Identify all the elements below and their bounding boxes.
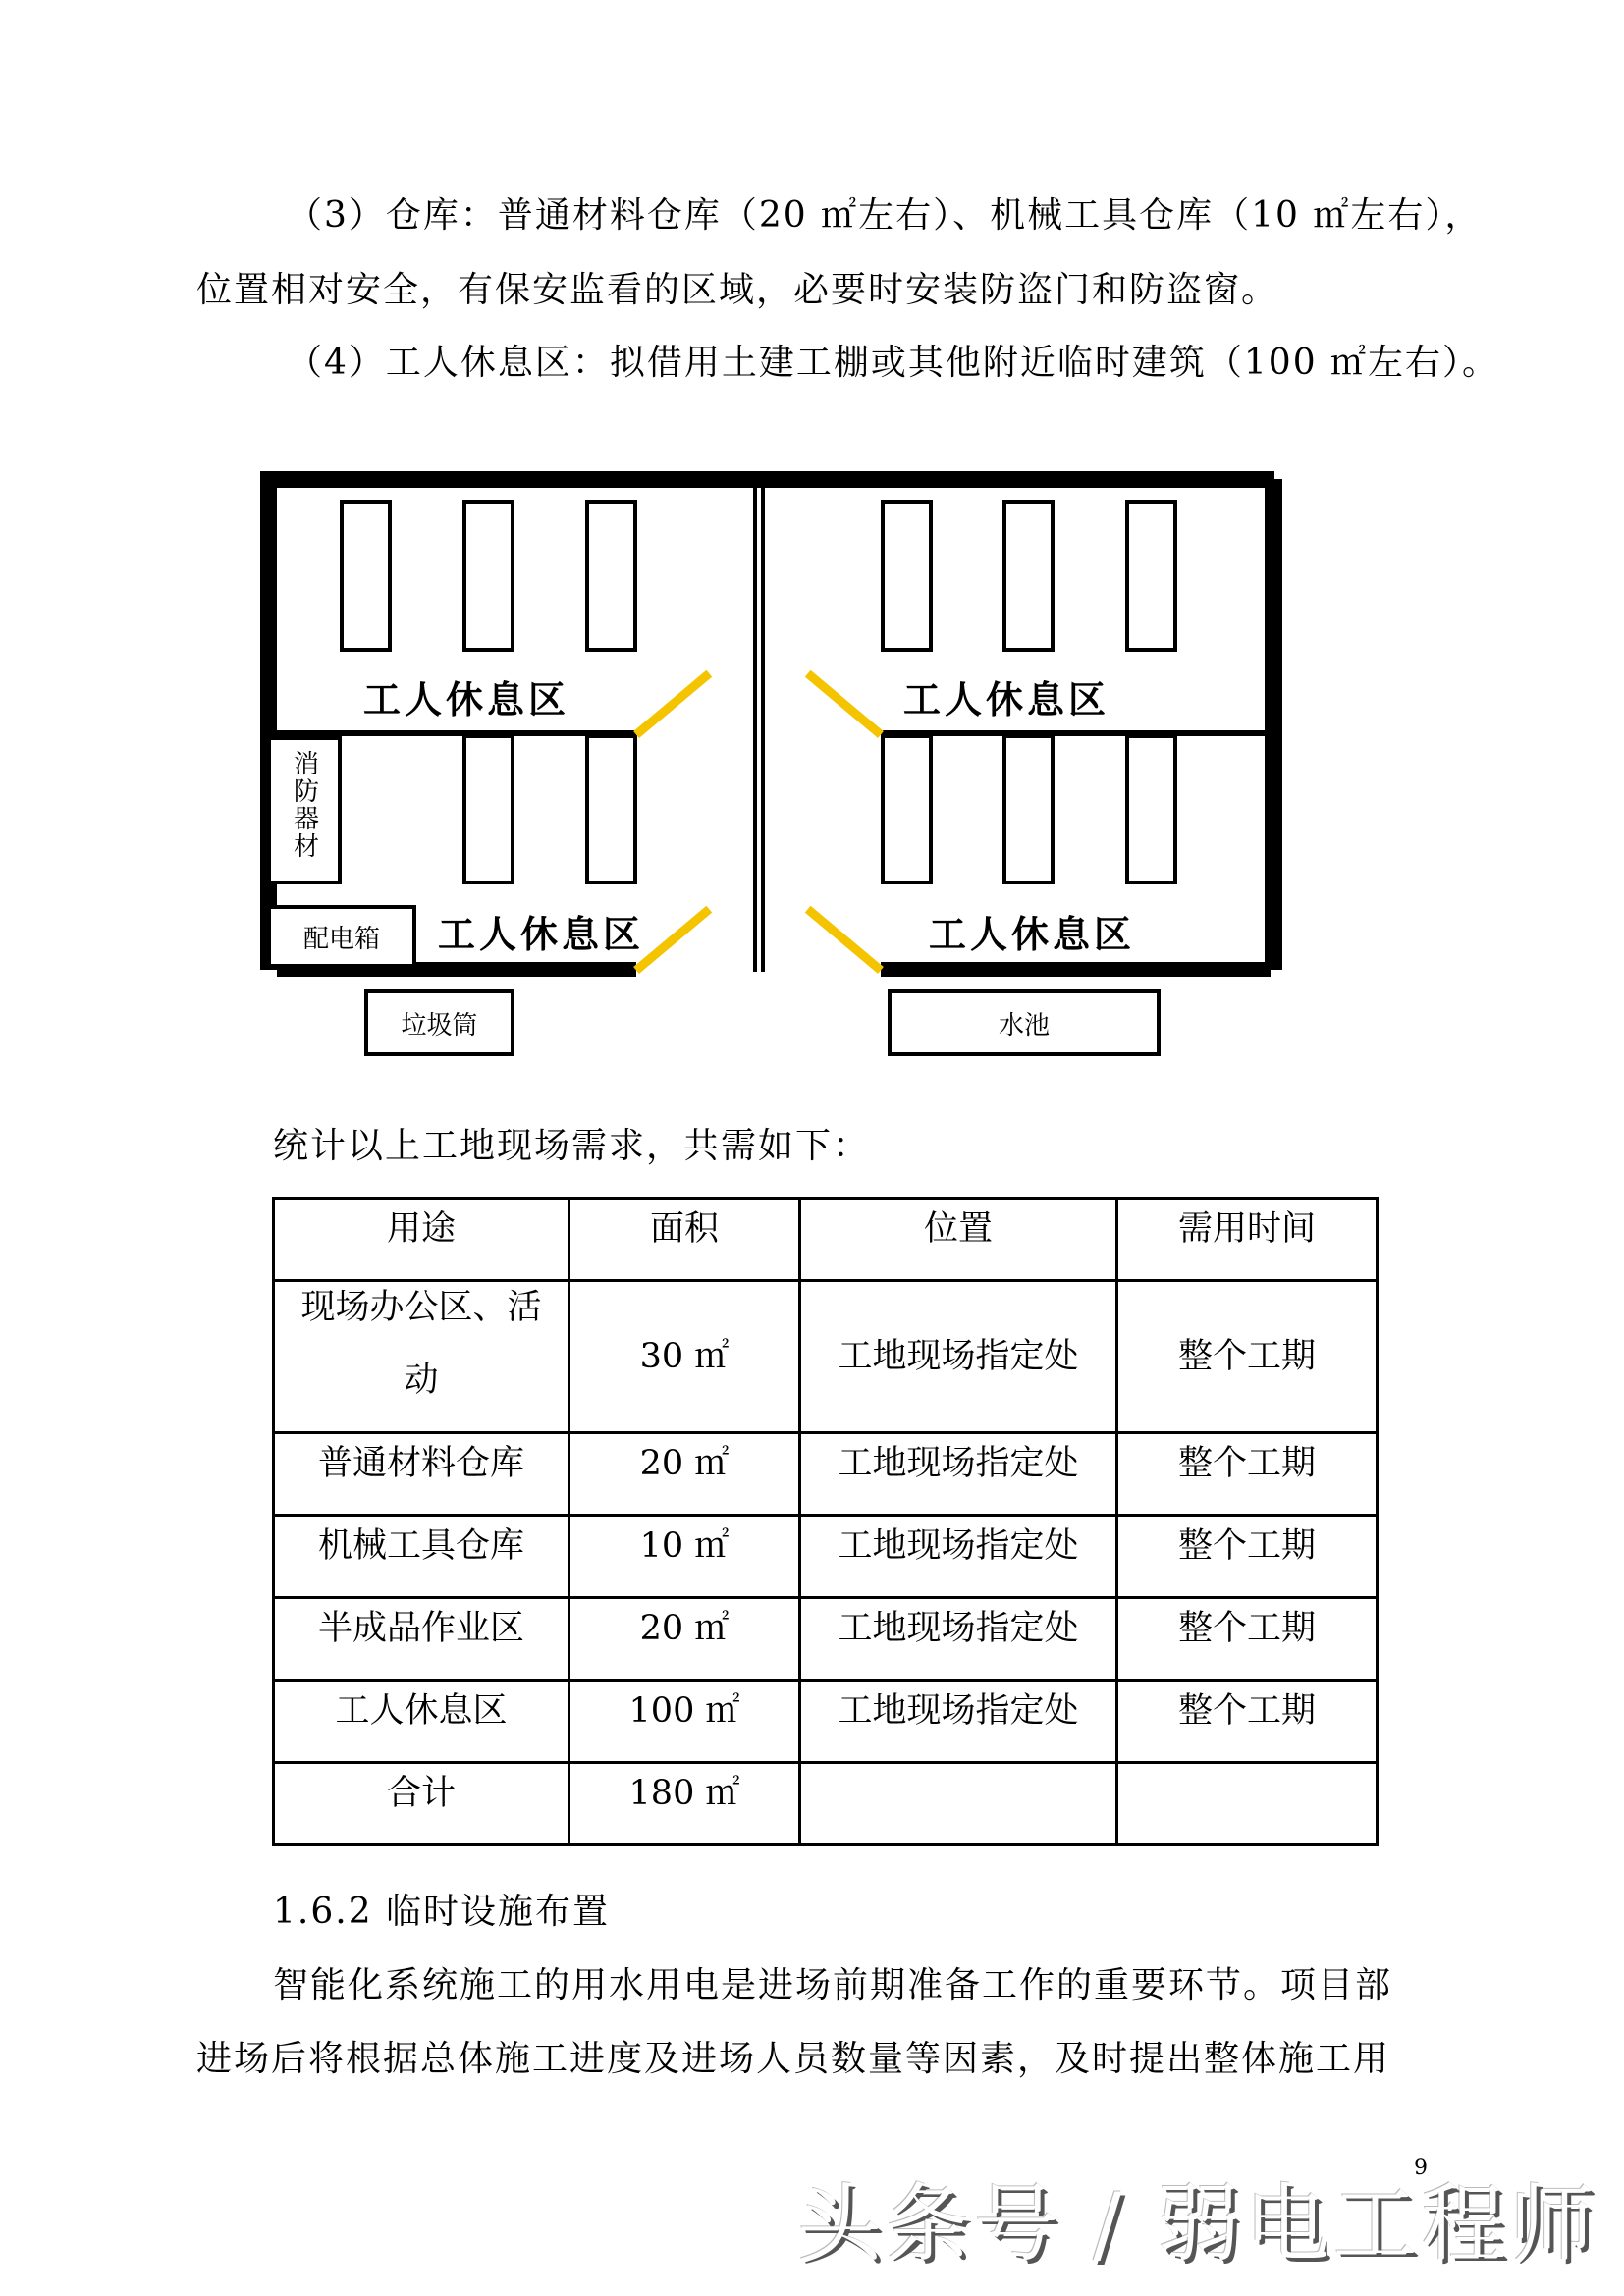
bed-rect	[881, 734, 933, 884]
bed-rect	[585, 734, 637, 884]
table-row	[274, 1281, 1378, 1433]
cell-use: 机械工具仓库	[274, 1516, 569, 1598]
bed-rect	[462, 734, 514, 884]
cell-duration: 整个工期	[1117, 1598, 1378, 1681]
table-row	[274, 1433, 1378, 1516]
cell-use-line1: 现场办公区、活	[300, 1288, 542, 1327]
cell-area: 20 ㎡	[569, 1433, 800, 1516]
section-body-line1: 智能化系统施工的用水用电是进场前期准备工作的重要环节。项目部	[273, 1965, 1393, 2005]
table-row	[274, 1681, 1378, 1763]
bed-rect	[1125, 734, 1177, 884]
cell-use: 普通材料仓库	[274, 1433, 569, 1516]
bed-rect	[340, 500, 392, 652]
watermark: 头条号 / 弱电工程师	[797, 2175, 1598, 2273]
fire-equipment-box	[267, 736, 342, 884]
header-area: 面积	[569, 1199, 800, 1281]
wall-bottom-right	[881, 962, 1271, 977]
section-body-line2: 进场后将根据总体施工进度及进场人员数量等因素，及时提出整体施工用	[196, 2039, 1391, 2079]
cell-area: 100 ㎡	[569, 1681, 800, 1763]
header-duration: 需用时间	[1117, 1199, 1378, 1281]
door-bottom-left	[633, 906, 712, 974]
zone-label-bottom-left: 工人休息区	[438, 913, 645, 956]
wall-right	[1265, 479, 1282, 970]
cell-location: 工地现场指定处	[800, 1281, 1117, 1433]
distribution-box	[267, 905, 416, 968]
cell-duration: 整个工期	[1117, 1516, 1378, 1598]
cell-use: 工人休息区	[274, 1681, 569, 1763]
cell-location: 工地现场指定处	[800, 1433, 1117, 1516]
bed-rect	[462, 500, 514, 652]
cell-use	[274, 1281, 569, 1433]
zone-label-top-right: 工人休息区	[903, 678, 1110, 721]
door-bottom-right	[805, 906, 884, 974]
wall-top	[260, 471, 1274, 488]
header-use: 用途	[274, 1199, 569, 1281]
water-pool-box	[888, 989, 1161, 1056]
cell-area: 10 ㎡	[569, 1516, 800, 1598]
fire-equipment-label: 消防器材	[289, 750, 319, 860]
bed-rect	[881, 500, 933, 652]
partition-line-b	[761, 486, 765, 972]
trash-bin-box	[364, 989, 514, 1056]
cell-duration: 整个工期	[1117, 1681, 1378, 1763]
page-number: 9	[1414, 2156, 1428, 2180]
cell-location	[800, 1763, 1117, 1845]
requirements-table	[272, 1197, 1379, 1846]
paragraph-warehouse-line1: （3）仓库：普通材料仓库（20 ㎡左右）、机械工具仓库（10 ㎡左右），	[287, 195, 1483, 236]
paragraph-warehouse-line2: 位置相对安全，有保安监看的区域，必要时安装防盗门和防盗窗。	[196, 270, 1279, 310]
table-row	[274, 1598, 1378, 1681]
cell-location: 工地现场指定处	[800, 1516, 1117, 1598]
cell-location: 工地现场指定处	[800, 1681, 1117, 1763]
cell-duration	[1117, 1763, 1378, 1845]
cell-area: 20 ㎡	[569, 1598, 800, 1681]
table-header-row	[274, 1199, 1378, 1281]
door-top-left	[633, 670, 712, 738]
section-heading: 1.6.2 临时设施布置	[273, 1892, 611, 1932]
bed-rect	[585, 500, 637, 652]
table-row-total	[274, 1763, 1378, 1845]
cell-area: 30 ㎡	[569, 1281, 800, 1433]
paragraph-rest-area: （4）工人休息区：拟借用土建工棚或其他附近临时建筑（100 ㎡左右）。	[287, 343, 1500, 383]
cell-area: 180 ㎡	[569, 1763, 800, 1845]
cell-use: 半成品作业区	[274, 1598, 569, 1681]
zone-label-top-left: 工人休息区	[363, 678, 570, 721]
bed-rect	[1002, 734, 1055, 884]
bed-rect	[1125, 500, 1177, 652]
header-location: 位置	[800, 1199, 1117, 1281]
wall-middle-right	[881, 730, 1267, 736]
trash-bin-label: 垃圾筒	[401, 1010, 478, 1041]
summary-intro: 统计以上工地现场需求，共需如下：	[273, 1126, 871, 1166]
cell-use-line2: 动	[404, 1361, 439, 1400]
bed-rect	[1002, 500, 1055, 652]
distribution-box-label: 配电箱	[302, 924, 380, 954]
wall-left	[260, 471, 277, 970]
door-top-right	[805, 670, 884, 738]
water-pool-label: 水池	[998, 1010, 1050, 1041]
partition-line-a	[753, 486, 757, 972]
zone-label-bottom-right: 工人休息区	[929, 913, 1136, 956]
cell-location: 工地现场指定处	[800, 1598, 1117, 1681]
cell-use: 合计	[274, 1763, 569, 1845]
cell-duration: 整个工期	[1117, 1433, 1378, 1516]
table-row	[274, 1516, 1378, 1598]
cell-duration: 整个工期	[1117, 1281, 1378, 1433]
